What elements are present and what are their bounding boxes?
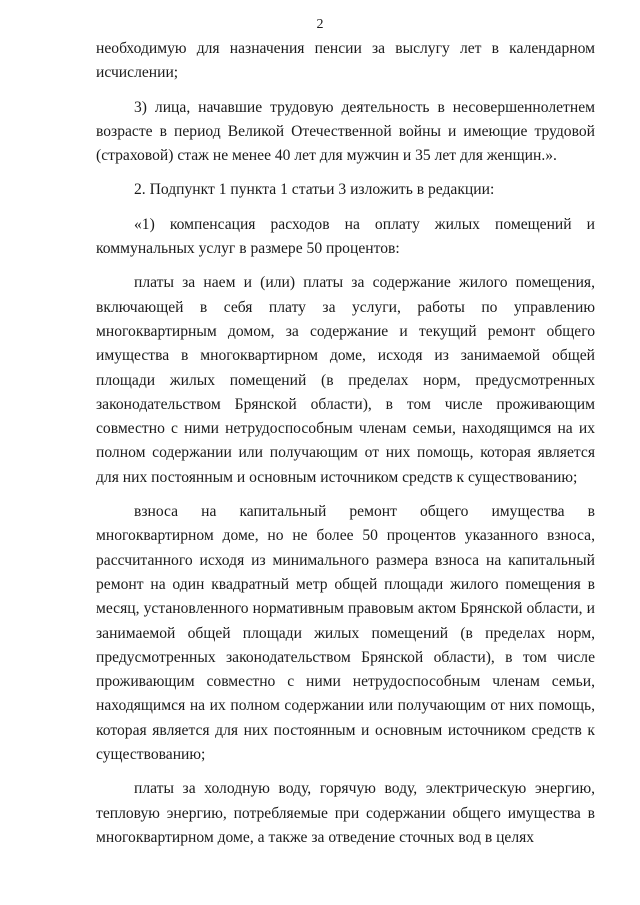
paragraph-1: необходимую для назначения пенсии за выслугу лет в календарном исчислении; [96, 40, 595, 82]
page-number: 2 [316, 17, 324, 32]
document-body [96, 37, 595, 850]
paragraph-2: 3) лица, начавшие трудовую деятельность в несовершеннолетнем возрасте в период Великой Отечественной войны и имеющие трудовой (страховой) стаж не менее 40 лет для мужчин и 35 лет для женщин.». [96, 98, 595, 165]
paragraph-5: платы за наем и (или) платы за содержание жилого помещения, включающей в себя плату за услуги, работы по управлению многоквартирным домом, за содержание и текущий ремонт общего имущества в многоквартирном доме, исходя из занимаемой общей площади жилых помещений (в пределах норм, предусмотренных законодательством Брянской области), в том числе проживающим совместно с ними нетрудоспособным членам семьи, находящимся на их полном содержании или получающим от них помощь, которая является для них постоянным и основным источником средств к существованию; [96, 274, 595, 486]
paragraph-6: взноса на капитальный ремонт общего имущества в многоквартирном доме, но не более 50 процентов указанного взноса, рассчитанного исходя из минимального размера взноса на капитальный ремонт на один квадратный метр общей площади жилого помещения в месяц, установленного нормативным правовым актом Брянской области, и занимаемой общей площади жилых помещений (в пределах норм, предусмотренных законодательством Брянской области), в том числе проживающим совместно с ними нетрудоспособным членам семьи, находящимся на их полном содержании или получающим от них помощь, которая является для них постоянным и основным источником средств к существованию; [96, 503, 595, 764]
paragraph-4: «1) компенсация расходов на оплату жилых помещений и коммунальных услуг в размере 50 процентов: [96, 215, 595, 258]
paragraph-7: платы за холодную воду, горячую воду, электрическую энергию, тепловую энергию, потребляемые при содержании общего имущества в многоквартирном доме, а также за отведение сточных вод в целях [96, 780, 595, 846]
paragraph-3: 2. Подпункт 1 пункта 1 статьи 3 изложить в редакции: [134, 181, 495, 199]
